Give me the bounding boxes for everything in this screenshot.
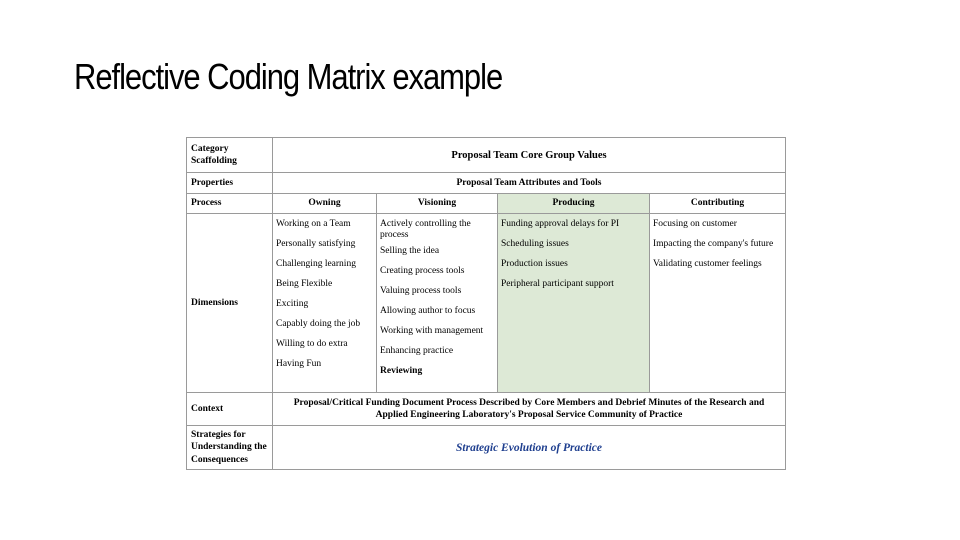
strategies-row bbox=[187, 426, 786, 470]
owning-dimensions bbox=[273, 213, 377, 392]
dimension-item: Working with management bbox=[380, 325, 484, 336]
process-row bbox=[187, 193, 786, 213]
dimension-item: Scheduling issues bbox=[501, 238, 569, 249]
dimension-item: Working on a Team bbox=[276, 218, 351, 229]
visioning-dimensions bbox=[377, 213, 498, 392]
dimension-item: Peripheral participant support bbox=[501, 278, 614, 289]
dimension-item: Focusing on customer bbox=[653, 218, 737, 229]
producing-dimensions bbox=[498, 213, 650, 392]
slide-title: Reflective Coding Matrix example bbox=[74, 56, 503, 97]
dimension-item: Validating customer feelings bbox=[653, 258, 762, 269]
dimension-item: Funding approval delays for PI bbox=[501, 218, 620, 229]
reflective-coding-matrix bbox=[186, 137, 786, 470]
dimension-item: Capably doing the job bbox=[276, 318, 361, 329]
dimension-item: Willing to do extra bbox=[276, 338, 348, 349]
dimension-item: Exciting bbox=[276, 298, 309, 309]
dimension-item: Allowing author to focus bbox=[380, 305, 476, 316]
dimension-item: Selling the idea bbox=[380, 245, 440, 256]
strategies-label: Strategies for Understanding the Consequences bbox=[187, 426, 273, 470]
process-label: Process bbox=[187, 193, 273, 213]
context-row bbox=[187, 393, 786, 426]
context-label: Context bbox=[187, 393, 273, 426]
dimension-item: Valuing process tools bbox=[380, 285, 462, 296]
dimension-item: Reviewing bbox=[380, 365, 423, 376]
dimensions-row bbox=[187, 213, 786, 392]
properties-label: Properties bbox=[187, 173, 273, 193]
dimension-item: Challenging learning bbox=[276, 258, 356, 269]
dimensions-label: Dimensions bbox=[187, 213, 273, 392]
dimension-item: Production issues bbox=[501, 258, 568, 269]
core-values-header: Proposal Team Core Group Values bbox=[273, 138, 786, 173]
dimension-item: Actively controlling the process bbox=[380, 218, 471, 240]
process-col-producing: Producing bbox=[498, 193, 650, 213]
context-text: Proposal/Critical Funding Document Process Described by Core Members and Debrief Minutes of the Research and Applied Engineering Laboratory's Proposal Service Community of Practice bbox=[273, 393, 786, 426]
contributing-dimensions bbox=[650, 213, 786, 392]
category-row bbox=[187, 138, 786, 173]
dimension-item: Personally satisfying bbox=[276, 238, 356, 249]
dimension-item: Creating process tools bbox=[380, 265, 465, 276]
dimension-item: Having Fun bbox=[276, 358, 322, 369]
dimension-item: Being Flexible bbox=[276, 278, 333, 289]
process-col-contributing: Contributing bbox=[650, 193, 786, 213]
process-col-visioning: Visioning bbox=[377, 193, 498, 213]
category-label: Category Scaffolding bbox=[187, 138, 273, 173]
dimension-item: Enhancing practice bbox=[380, 345, 454, 356]
attributes-header: Proposal Team Attributes and Tools bbox=[273, 173, 786, 193]
dimension-item: Impacting the company's future bbox=[653, 238, 774, 249]
strategies-text: Strategic Evolution of Practice bbox=[273, 426, 786, 470]
properties-row bbox=[187, 173, 786, 193]
process-col-owning: Owning bbox=[273, 193, 377, 213]
